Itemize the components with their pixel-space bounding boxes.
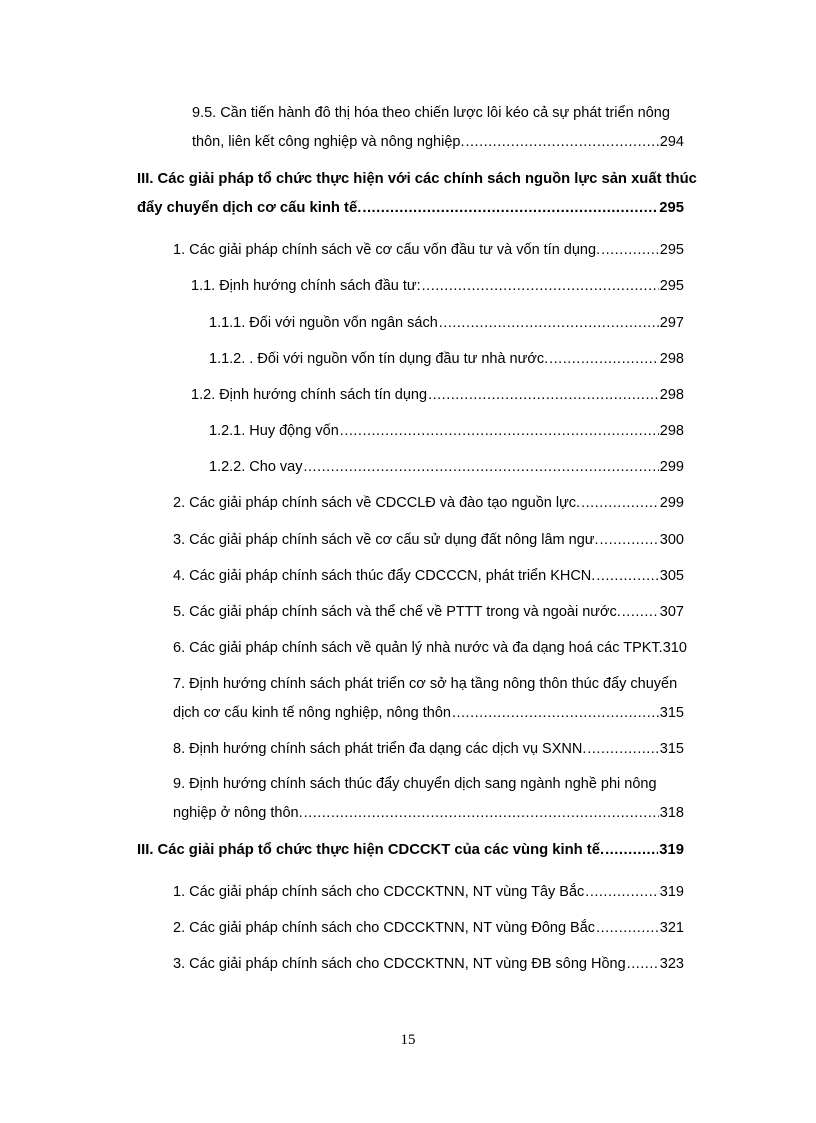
- toc-page-number: 307: [659, 604, 684, 620]
- dot-leader: [596, 567, 658, 585]
- toc-page-number: 299: [659, 459, 684, 475]
- dot-leader: [581, 494, 659, 512]
- toc-section-heading-line2[interactable]: [137, 195, 684, 217]
- toc-entry-text: III. Các giải pháp tổ chức thực hiện CDCCKT của các vùng kinh tế.: [137, 842, 605, 858]
- toc-entry-text: 3. Các giải pháp chính sách cho CDCCKTNN, NT vùng ĐB sông Hồng: [173, 956, 626, 972]
- toc-page-number: 318: [659, 805, 684, 821]
- toc-entry-1-1[interactable]: [191, 273, 684, 295]
- toc-entry-1[interactable]: [173, 237, 684, 259]
- toc-page-number: 319: [659, 842, 684, 858]
- dot-leader: [605, 841, 658, 859]
- dot-leader: [340, 422, 659, 440]
- toc-entry-7-line2[interactable]: [173, 700, 684, 722]
- toc-entry-region-2[interactable]: [173, 915, 684, 937]
- dot-leader: [304, 804, 659, 822]
- dot-leader: [622, 603, 659, 621]
- dot-leader: [452, 704, 659, 722]
- toc-section-heading-line1: [137, 166, 697, 188]
- toc-page-number: 295: [659, 278, 684, 294]
- toc-entry-text: 2. Các giải pháp chính sách cho CDCCKTNN, NT vùng Đông Bắc: [173, 920, 596, 936]
- toc-entry-text: nghiệp ở nông thôn.: [173, 805, 303, 821]
- dot-leader: [304, 458, 659, 476]
- toc-entry-text: 9.5. Cần tiến hành đô thị hóa theo chiến lược lôi kéo cả sự phát triển nông: [192, 105, 670, 121]
- toc-entry-text: 1. Các giải pháp chính sách về cơ cấu vốn đầu tư và vốn tín dụng.: [173, 242, 601, 258]
- dot-leader: [601, 241, 659, 259]
- toc-entry-text: 4. Các giải pháp chính sách thúc đẩy CDCCCN, phát triển KHCN.: [173, 568, 596, 584]
- dot-leader: [549, 350, 659, 368]
- toc-entry-text: 3. Các giải pháp chính sách về cơ cấu sử dụng đất nông lâm ngư.: [173, 532, 599, 548]
- toc-entry-9-line1: [173, 771, 657, 793]
- dot-leader: [600, 531, 659, 549]
- dot-leader: [466, 133, 659, 151]
- toc-entry-3[interactable]: [173, 527, 684, 549]
- toc-entry-text: 2. Các giải pháp chính sách về CDCCLĐ và đào tạo nguồn lực.: [173, 495, 581, 511]
- dot-leader: [428, 386, 659, 404]
- toc-entry-text: dịch cơ cấu kinh tế nông nghiệp, nông thôn: [173, 705, 451, 721]
- toc-page-number: 298: [659, 387, 684, 403]
- toc-entry-text: 1.2. Định hướng chính sách tín dụng: [191, 387, 428, 403]
- dot-leader: [587, 740, 658, 758]
- toc-page-number: 298: [659, 351, 684, 367]
- toc-entry-text: 1.2.1. Huy động vốn: [209, 423, 339, 439]
- toc-page-number: 295: [659, 200, 684, 216]
- toc-entry-9-5-line2[interactable]: [192, 129, 684, 151]
- toc-entry-text: 1.1. Định hướng chính sách đầu tư:: [191, 278, 421, 294]
- toc-entry-text: 9. Định hướng chính sách thúc đẩy chuyển dịch sang ngành nghề phi nông: [173, 776, 657, 792]
- toc-entry-1-1-2[interactable]: [209, 346, 684, 368]
- dot-leader: [439, 314, 659, 332]
- toc-entry-1-2-2[interactable]: [209, 454, 684, 476]
- toc-entry-1-2-1[interactable]: [209, 418, 684, 440]
- dot-leader: [422, 277, 659, 295]
- toc-entry-text: thôn, liên kết công nghiệp và nông nghiệp.: [192, 134, 465, 150]
- toc-entry-text: 6. Các giải pháp chính sách về quản lý nhà nước và đa dạng hoá các TPKT.310: [173, 640, 687, 656]
- dot-leader: [362, 199, 658, 217]
- toc-entry-1-1-1[interactable]: [209, 310, 684, 332]
- toc-entry-region-1[interactable]: [173, 879, 684, 901]
- toc-page-number: 299: [659, 495, 684, 511]
- toc-page-number: 321: [659, 920, 684, 936]
- toc-entry-text: 7. Định hướng chính sách phát triển cơ sở hạ tầng nông thôn thúc đẩy chuyển: [173, 676, 678, 692]
- toc-entry-text: III. Các giải pháp tổ chức thực hiện với các chính sách nguồn lực sản xuất thúc: [137, 171, 697, 187]
- toc-entry-text: 1.1.2. . Đối với nguồn vốn tín dụng đầu tư nhà nước.: [209, 351, 549, 367]
- toc-entry-text: 5. Các giải pháp chính sách và thể chế về PTTT trong và ngoài nước.: [173, 604, 621, 620]
- dot-leader: [596, 919, 659, 937]
- toc-entry-9-line2[interactable]: [173, 800, 684, 822]
- toc-page-number: 319: [659, 884, 684, 900]
- toc-entry-8[interactable]: [173, 736, 684, 758]
- toc-page-number: 315: [659, 741, 684, 757]
- toc-entry-text: 1.2.2. Cho vay: [209, 459, 303, 475]
- toc-entry-text: 1. Các giải pháp chính sách cho CDCCKTNN, NT vùng Tây Bắc: [173, 884, 585, 900]
- toc-page-number: 297: [659, 315, 684, 331]
- toc-page-number: 295: [659, 242, 684, 258]
- toc-entry-text: đẩy chuyển dịch cơ cấu kinh tế.: [137, 200, 362, 216]
- toc-page-number: 315: [659, 705, 684, 721]
- toc-page-number: 305: [659, 568, 684, 584]
- dot-leader: [585, 883, 659, 901]
- toc-entry-4[interactable]: [173, 563, 684, 585]
- toc-page-number: 323: [659, 956, 684, 972]
- toc-entry-5[interactable]: [173, 599, 684, 621]
- toc-entry-1-2[interactable]: [191, 382, 684, 404]
- toc-section-heading-regional[interactable]: [137, 837, 684, 859]
- toc-page-number: 294: [659, 134, 684, 150]
- toc-entry-region-3[interactable]: [173, 951, 684, 973]
- toc-entry-text: 1.1.1. Đối với nguồn vốn ngân sách: [209, 315, 438, 331]
- toc-page-number: 298: [659, 423, 684, 439]
- toc-entry-9-5-line1: [192, 100, 670, 122]
- toc-entry-text: 8. Định hướng chính sách phát triển đa dạng các dịch vụ SXNN.: [173, 741, 587, 757]
- toc-entry-6[interactable]: [173, 635, 687, 657]
- toc-page-number: 300: [659, 532, 684, 548]
- dot-leader: [627, 955, 659, 973]
- toc-entry-7-line1: [173, 671, 677, 693]
- page-number: 15: [400, 1032, 416, 1048]
- toc-entry-2[interactable]: [173, 490, 684, 512]
